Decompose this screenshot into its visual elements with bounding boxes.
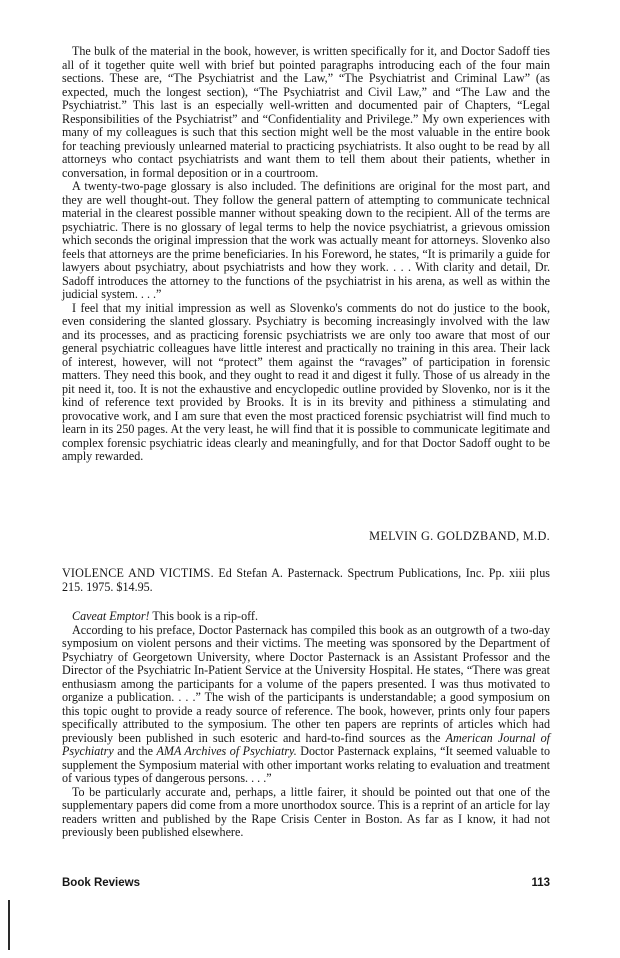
footer-section-name: Book Reviews — [62, 877, 140, 889]
review2-body — [62, 610, 550, 840]
review2-p2-end: Doctor Pasternack explains, “It seemed valuable to supplement the Symposium material with other important works relating to evaluation and treatment of various types of dangerous persons. . . .” — [62, 744, 550, 785]
review1-paragraph-2: A twenty-two-page glossary is also included. The definitions are original for the most part, and they are well thought-out. They follow the general pattern of attempting to communicate technical material in the clearest possible manner without speaking down to the recipient. All of the terms are psychiatric. There is no glossary of legal terms to help the novice psychiatrist, a grievous omission which seconds the original impression that the work was actually meant for attorneys. Slovenko also feels that attorneys are the prime beneficiaries. In his Foreword, he states, “It is primarily a guide for lawyers about psychiatry, about psychiatrists and how they work. . . . With clarity and detail, Dr. Sadoff introduces the attorney to the functions of the psychiatrist in his arena, as well as within the judicial system. . . .” — [62, 179, 550, 301]
review1-body — [62, 45, 550, 464]
review2-book-title: VIOLENCE AND VICTIMS. — [62, 566, 214, 580]
review2-journal-1: American Journal of Psychiatry — [62, 730, 550, 758]
margin-scan-mark — [8, 900, 10, 950]
review2-heading — [62, 566, 550, 594]
review2-paragraph-2 — [62, 624, 550, 786]
review2-p2-and: and the — [113, 744, 157, 758]
review2-paragraph-1 — [62, 610, 550, 624]
review2-p2-text: According to his preface, Doctor Pasternack has compiled this book as an outgrowth of a two-day symposium on violent persons and their victims. The meeting was sponsored by the Department of Psychiatry of Georgetown University, where Doctor Pasternack is an Assistant Professor and the Director of the Psychiatric In-Patient Service at the University Hospital. He states, “There was great enthusiasm among the participants for a volume of the papers presented. I was thus motivated to organize a publication. . . .” The wish of the participants is understandable; a good symposium on this topic ought to provide a ready source of reference. The book, however, prints only four papers specifically attributed to the symposium. The other ten papers are reprints of articles which had previously been published in such esoteric and hard-to-find sources as the — [62, 622, 550, 745]
review2-caveat-emptor: Caveat Emptor! — [72, 609, 150, 623]
review1-paragraph-1: The bulk of the material in the book, however, is written specifically for it, and Doctor Sadoff ties all of it together quite well with brief but pointed paragraphs introducing each of the four main sections. These are, “The Psychiatrist and the Law,” “The Psychiatrist and Criminal Law” (as expected, much the longest section), “The Psychiatrist and Civil Law,” and “The Law and the Psychiatrist.” This last is an especially well-written and documented pair of Chapters, “Legal Responsibilities of the Psychiatrist” and “Confidentiality and Privilege.” My own experiences with many of my colleagues is such that this section might well be the most valuable in the entire book for teaching previously unlearned material to practicing psychiatrists. It also ought to be read by all attorneys who contact psychiatrists and want them to tell them about their patients, whether in conversation, in formal deposition or in a courtroom. — [62, 44, 550, 180]
review1-signature: MELVIN G. GOLDZBAND, M.D. — [369, 529, 550, 543]
review2-paragraph-3: To be particularly accurate and, perhaps, a little fairer, it should be pointed out that one of the supplementary papers did come from a more unorthodox source. This is a reprint of an article for lay readers written and published by the Rape Crisis Center in Boston. As far as I know, it had not previously been published elsewhere. — [62, 784, 550, 839]
footer-page-number: 113 — [531, 877, 550, 889]
review2-citation: Ed Stefan A. Pasternack. Spectrum Publications, Inc. Pp. xiii plus 215. 1975. $14.95. — [62, 566, 550, 594]
review2-journal-2: AMA Archives of Psychiatry. — [156, 744, 297, 758]
review2-opening-rest: This book is a rip-off. — [149, 609, 258, 623]
review1-paragraph-3: I feel that my initial impression as well as Slovenko's comments do not do justice to the book, even considering the slanted glossary. Psychiatry is becoming increasingly involved with the law and its processes, and as practicing forensic psychiatrists we are only too aware that most of our general psychiatric colleagues have little interest and practically no training in this area. Their lack of interest, however, will not “protect” them against the “ravages” of participation in forensic matters. They need this book, and they ought to read it and digest it fully. Those of us already in the pit need it, too. It is not the exhaustive and encyclopedic outline provided by Slovenko, nor is it the kind of reference text provided by Brooks. It is in its brevity and pithiness a stimulating and provocative work, and I am sure that even the most practiced forensic psychiatrist will find much to learn in its 250 pages. At the very least, he will find that it is possible to communicate legitimate and complex forensic psychiatric ideas clearly and meaningfully, and for that Doctor Sadoff ought to be amply rewarded. — [62, 300, 550, 463]
